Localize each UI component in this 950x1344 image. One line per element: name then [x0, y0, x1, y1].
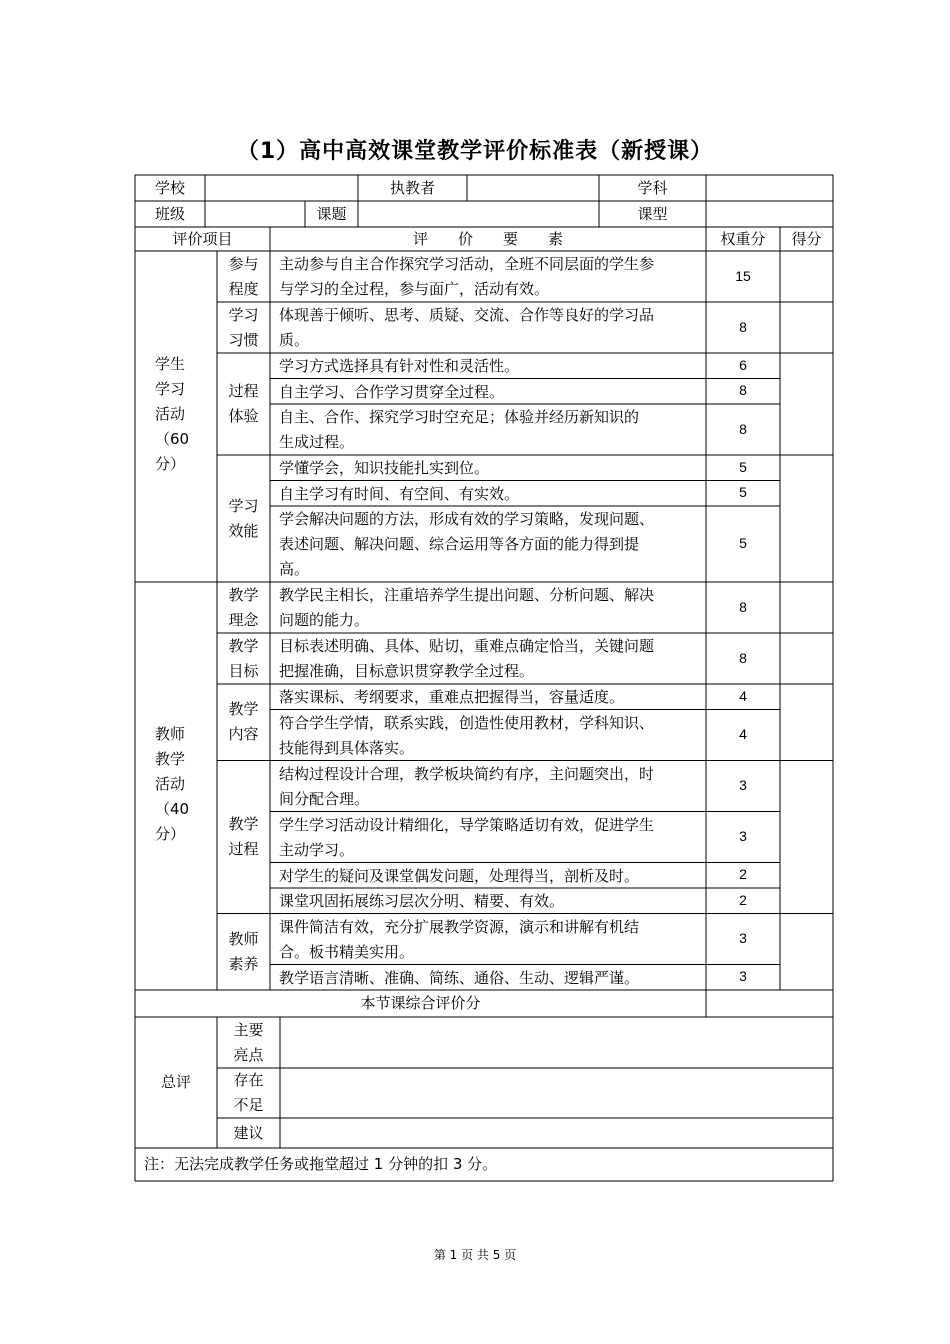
weight-value: 4: [739, 726, 747, 742]
weight-value: 8: [739, 598, 747, 615]
page-footer: 第 1 页 共 5 页: [433, 1248, 517, 1262]
weight-value: 3: [739, 968, 747, 985]
criterion-label: 参与: [228, 254, 259, 273]
evaluation-element: 间分配合理。: [279, 789, 370, 808]
evaluation-element: 生成过程。: [279, 433, 355, 451]
evaluation-element: 教学民主相长，注重培养学生提出问题、分析问题、解决: [279, 586, 655, 604]
criterion-label: 学习: [228, 305, 259, 324]
summary-item-label: 建议: [233, 1123, 264, 1142]
section-label: （60: [155, 430, 190, 448]
evaluation-element: 自主学习、合作学习贯穿全过程。: [279, 382, 505, 401]
evaluation-element: 教学语言清晰、准确、简练、通俗、生动、逻辑严谨。: [279, 968, 640, 987]
criterion-label: 学习: [228, 496, 259, 515]
column-header-weight: 权重分: [720, 230, 766, 248]
section-label: 学生: [155, 355, 186, 373]
class-label: 班级: [154, 205, 185, 223]
weight-value: 5: [739, 458, 747, 475]
weight-value: 8: [739, 649, 747, 666]
section-label: （40: [155, 799, 190, 818]
evaluation-element: 符合学生学情，联系实践，创造性使用教材，学科知识、: [279, 713, 655, 732]
column-header-score: 得分: [791, 230, 822, 248]
evaluation-element: 目标表述明确、具体、贴切，重难点确定恰当，关键问题: [279, 637, 655, 655]
weight-value: 3: [739, 828, 747, 844]
weight-value: 3: [739, 930, 747, 946]
summary-label: 总评: [160, 1072, 191, 1091]
evaluation-element: 学会解决问题的方法，形成有效的学习策略，发现问题、: [279, 510, 655, 528]
footnote: 注：无法完成教学任务或拖堂超过 1 分钟的扣 3 分。: [144, 1155, 498, 1173]
criterion-label: 教学: [228, 815, 259, 833]
criterion-label: 目标: [228, 661, 259, 680]
evaluation-element: 把握准确，目标意识贯穿教学全过程。: [279, 662, 535, 680]
criterion-label: 习惯: [228, 330, 259, 349]
overall-score-label: 本节课综合评价分: [360, 994, 481, 1012]
evaluation-element: 自主、合作、探究学习时空充足；体验并经历新知识的: [279, 408, 640, 426]
evaluation-element: 质。: [279, 331, 310, 349]
evaluation-element: 课堂巩固拓展练习层次分明、精要、有效。: [279, 892, 565, 910]
evaluation-element: 课件简洁有效，充分扩展教学资源，演示和讲解有机结: [279, 917, 640, 936]
subject-label: 学科: [637, 179, 668, 197]
criterion-label: 体验: [228, 407, 259, 425]
weight-value: 6: [739, 356, 747, 373]
evaluation-element: 体现善于倾听、思考、质疑、交流、合作等良好的学习品: [279, 306, 655, 324]
criterion-label: 效能: [228, 521, 259, 540]
section-label: 分）: [155, 455, 186, 473]
criterion-label: 程度: [228, 279, 259, 298]
evaluation-element: 对学生的疑问及课堂偶发问题，处理得当，剖析及时。: [279, 866, 640, 885]
evaluation-element: 高。: [279, 560, 310, 578]
criterion-label: 教学: [228, 700, 259, 719]
criterion-label: 过程: [228, 840, 259, 858]
evaluation-element: 与学习的全过程，参与面广，活动有效。: [279, 280, 550, 298]
criterion-label: 教师: [228, 929, 259, 948]
summary-item-label: 亮点: [233, 1045, 264, 1064]
section-label: 活动: [155, 405, 186, 423]
weight-value: 8: [739, 318, 747, 335]
section-label: 学习: [155, 380, 186, 398]
evaluation-element: 落实课标、考纲要求，重难点把握得当，容量适度。: [279, 688, 625, 706]
weight-value: 3: [739, 777, 747, 793]
summary-item-label: 主要: [233, 1020, 264, 1039]
weight-value: 8: [739, 420, 747, 437]
section-label: 教学: [155, 749, 186, 768]
weight-value: 15: [735, 267, 751, 284]
weight-value: 8: [739, 382, 747, 399]
evaluation-element: 结构过程设计合理，教学板块简约有序，主问题突出，时: [279, 764, 655, 783]
criterion-label: 过程: [228, 382, 259, 400]
evaluation-element: 合。板书精美实用。: [279, 942, 415, 961]
evaluation-element: 自主学习有时间、有空间、有实效。: [279, 484, 520, 503]
evaluation-element: 学生学习活动设计精细化，导学策略适切有效，促进学生: [279, 815, 655, 834]
section-label: 教师: [155, 724, 186, 743]
evaluation-element: 主动参与自主合作探究学习活动，全班不同层面的学生参: [279, 255, 655, 273]
criterion-label: 教学: [228, 585, 259, 604]
weight-value: 2: [739, 866, 747, 883]
evaluation-element: 学习方式选择具有针对性和灵活性。: [279, 357, 520, 375]
evaluation-element: 表述问题、解决问题、综合运用等各方面的能力得到提: [279, 535, 640, 553]
teacher-label: 执教者: [389, 179, 435, 197]
school-label: 学校: [154, 179, 185, 197]
summary-item-label: 存在: [233, 1071, 264, 1089]
topic-label: 课题: [316, 205, 347, 223]
lesson-type-label: 课型: [637, 205, 668, 223]
criterion-label: 教学: [228, 636, 259, 655]
criterion-label: 内容: [228, 725, 259, 744]
weight-value: 5: [739, 484, 747, 501]
criterion-label: 理念: [228, 610, 259, 629]
weight-value: 2: [739, 891, 747, 908]
weight-value: 4: [739, 687, 747, 704]
evaluation-element: 学懂学会，知识技能扎实到位。: [279, 459, 490, 477]
column-header-elements: 评 价 要 素: [412, 230, 563, 248]
weight-value: 5: [739, 535, 747, 551]
section-label: 分）: [155, 824, 186, 843]
section-label: 活动: [155, 774, 186, 793]
evaluation-element: 问题的能力。: [279, 611, 370, 629]
criterion-label: 素养: [228, 954, 259, 973]
evaluation-element: 技能得到具体落实。: [279, 738, 415, 757]
column-header-item: 评价项目: [172, 230, 233, 248]
summary-item-label: 不足: [233, 1096, 264, 1114]
evaluation-element: 主动学习。: [279, 840, 355, 859]
page-title: （1）高中高效课堂教学评价标准表（新授课）: [236, 139, 714, 164]
